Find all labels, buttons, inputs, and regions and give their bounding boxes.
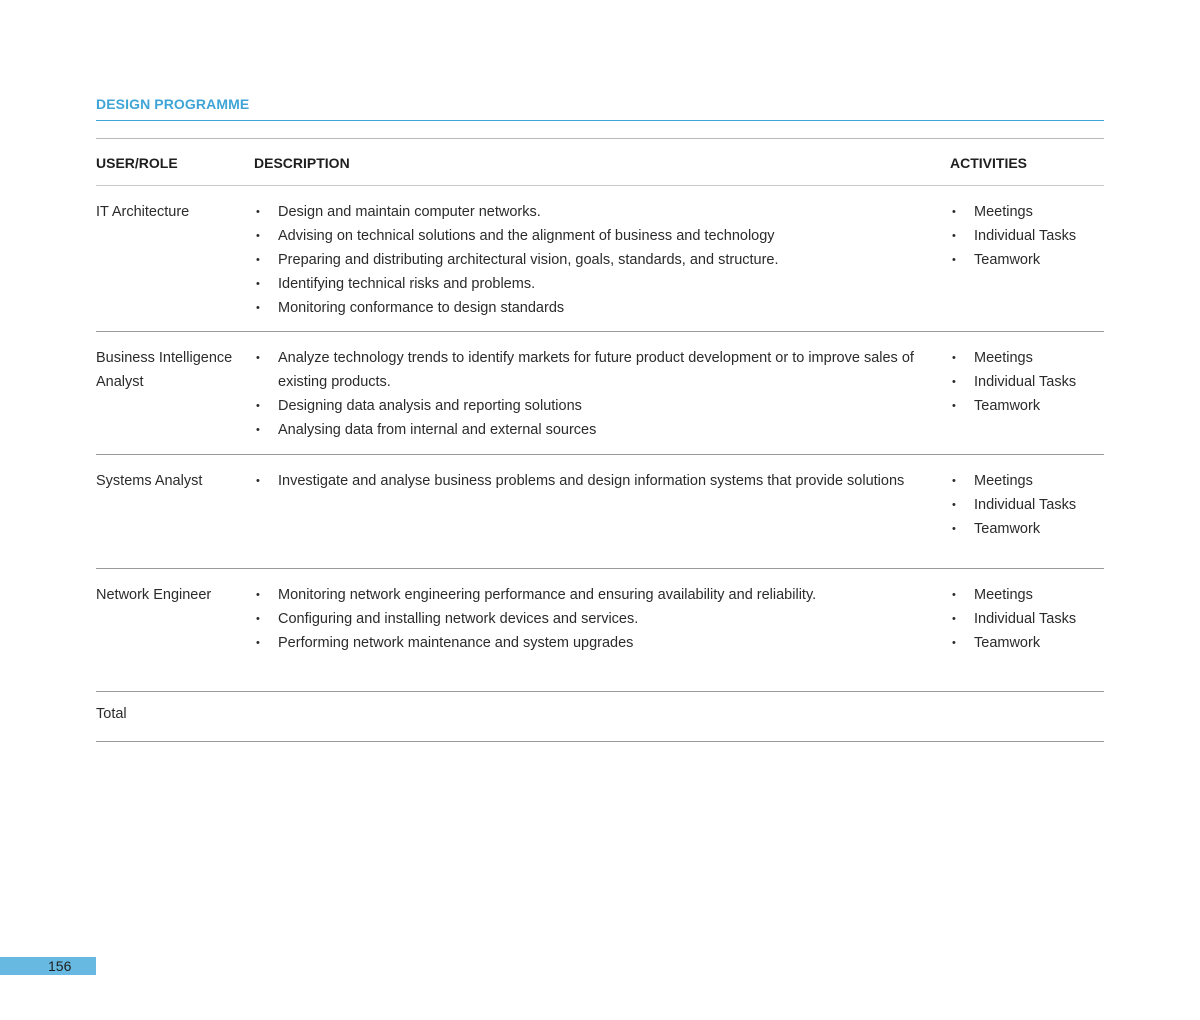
header-activities: ACTIVITIES: [950, 155, 1028, 171]
description-item: • Analyze technology trends to identify markets for future product development or to improve sales of existing products.: [254, 346, 950, 394]
section-title: DESIGN PROGRAMME: [96, 96, 250, 112]
description-item: • Advising on technical solutions and the alignment of business and technology: [254, 224, 950, 248]
description-list: [254, 469, 950, 493]
table-total-row: [96, 692, 1104, 742]
activities-cell: [950, 332, 1104, 454]
activities-list: [950, 469, 1104, 541]
description-item: • Design and maintain computer networks.: [254, 200, 950, 224]
activity-item: • Teamwork: [950, 394, 1104, 418]
description-list: [254, 346, 950, 442]
table-row: [96, 186, 1104, 332]
title-divider: [96, 120, 1104, 121]
activities-cell: [950, 455, 1104, 568]
description-cell: [254, 332, 950, 454]
description-item: • Preparing and distributing architectural vision, goals, standards, and structure.: [254, 248, 950, 272]
description-item: • Performing network maintenance and system upgrades: [254, 631, 950, 655]
header-description: DESCRIPTION: [254, 155, 350, 171]
activity-item: • Individual Tasks: [950, 224, 1104, 248]
activities-list: [950, 200, 1104, 272]
description-item: • Monitoring network engineering performance and ensuring availability and reliability.: [254, 583, 950, 607]
activities-cell: [950, 186, 1104, 331]
role-cell: [96, 186, 254, 331]
role-name: IT Architecture: [96, 204, 190, 220]
role-name: Systems Analyst: [96, 473, 203, 489]
activity-item: • Teamwork: [950, 517, 1104, 541]
total-activities-cell: [950, 692, 1104, 741]
total-label: Total: [96, 706, 127, 722]
description-item: • Designing data analysis and reporting solutions: [254, 394, 950, 418]
table-row: [96, 569, 1104, 692]
total-description-cell: [254, 692, 950, 741]
role-name: Network Engineer: [96, 587, 212, 603]
role-cell: [96, 569, 254, 691]
table-row: [96, 332, 1104, 455]
activity-item: • Meetings: [950, 469, 1104, 493]
activities-list: [950, 346, 1104, 418]
activity-item: • Meetings: [950, 200, 1104, 224]
description-item: • Monitoring conformance to design standards: [254, 296, 950, 320]
description-cell: [254, 455, 950, 568]
page-number: 156: [48, 958, 72, 974]
table-row: [96, 455, 1104, 569]
description-item: • Configuring and installing network devices and services.: [254, 607, 950, 631]
role-name: Business Intelligence Analyst: [96, 350, 233, 390]
description-item: • Investigate and analyse business problems and design information systems that provide solutions: [254, 469, 950, 493]
description-cell: [254, 569, 950, 691]
activity-item: • Individual Tasks: [950, 493, 1104, 517]
activity-item: • Individual Tasks: [950, 370, 1104, 394]
activities-list: [950, 583, 1104, 655]
activity-item: • Teamwork: [950, 631, 1104, 655]
design-programme-table: [96, 138, 1104, 742]
description-item: • Analysing data from internal and external sources: [254, 418, 950, 442]
activity-item: • Meetings: [950, 583, 1104, 607]
header-role: USER/ROLE: [96, 155, 178, 171]
description-list: [254, 200, 950, 320]
activity-item: • Meetings: [950, 346, 1104, 370]
description-list: [254, 583, 950, 655]
description-item: • Identifying technical risks and problems.: [254, 272, 950, 296]
table-header-row: [96, 139, 1104, 186]
description-cell: [254, 186, 950, 331]
role-cell: [96, 332, 254, 454]
activities-cell: [950, 569, 1104, 691]
role-cell: [96, 455, 254, 568]
activity-item: • Individual Tasks: [950, 607, 1104, 631]
activity-item: • Teamwork: [950, 248, 1104, 272]
